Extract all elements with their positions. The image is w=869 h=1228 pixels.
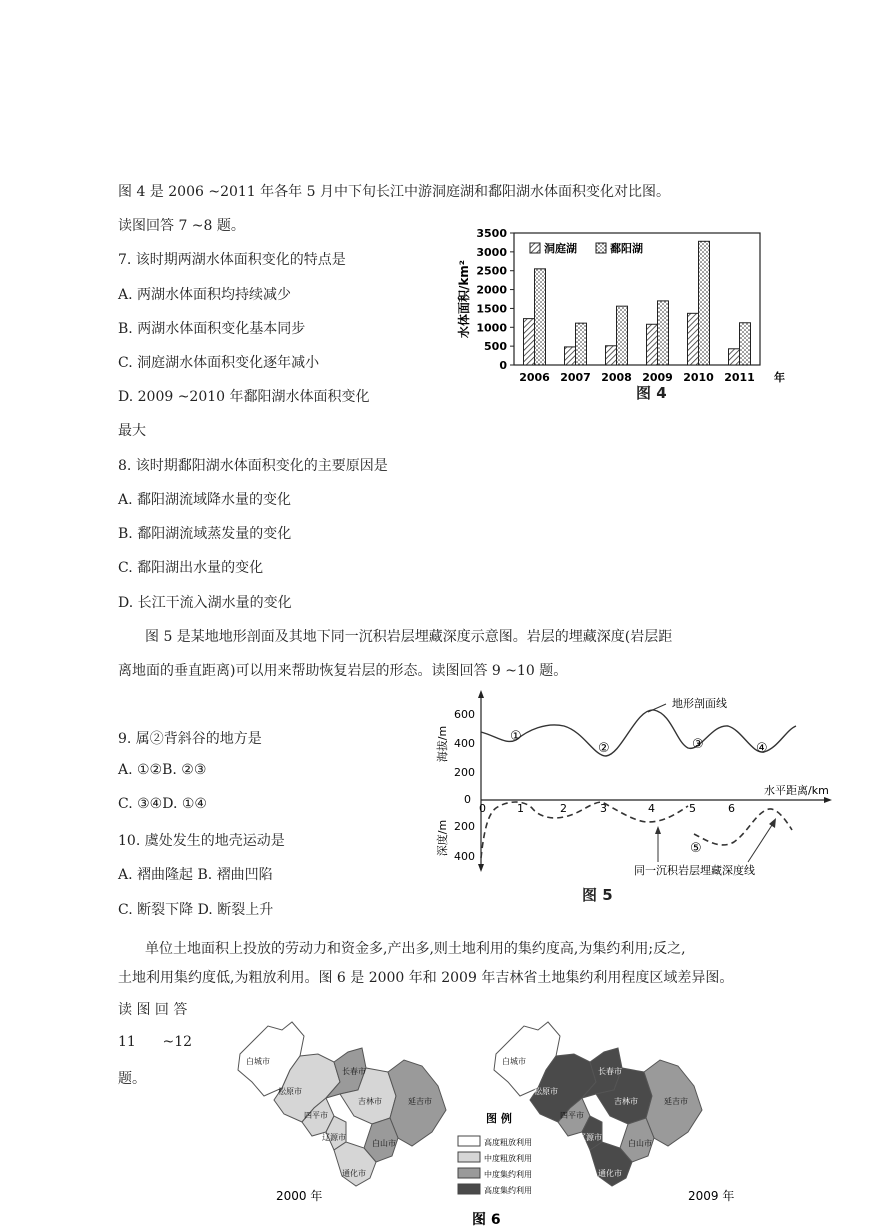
fig4-bar-poyang-2011 xyxy=(740,323,751,365)
fig4-bar-poyang-2008 xyxy=(617,306,628,365)
q7-option-c: C. 洞庭湖水体面积变化逐年减小 xyxy=(118,355,320,371)
q9-options-cd: C. ③④D. ①④ xyxy=(118,796,207,812)
fig5-depth-tick-400: 400 xyxy=(454,850,475,863)
q7-option-a: A. 两湖水体面积均持续减少 xyxy=(118,287,292,303)
city-label-baicheng-2009: 白城市 xyxy=(502,1057,526,1066)
q10-stem: 10. 虞处发生的地壳运动是 xyxy=(118,833,285,849)
fig6-intro-line4: 11 ~12 xyxy=(118,1034,193,1050)
fig6-caption: 图 6 xyxy=(472,1212,501,1228)
q7-option-d: D. 2009 ~2010 年鄱阳湖水体面积变化 xyxy=(118,389,370,405)
fig5-profile-diagram xyxy=(436,690,836,910)
fig4-bar-dongting-2011 xyxy=(729,349,740,365)
city-label-songyuan-2000: 松原市 xyxy=(278,1087,302,1096)
fig4-ytick-label: 3000 xyxy=(476,245,507,259)
fig4-bar-poyang-2007 xyxy=(576,323,587,365)
fig4-bar-dongting-2009 xyxy=(647,324,658,365)
fig4-ytick-label: 0 xyxy=(499,359,507,372)
fig4-legend-swatch-poyang xyxy=(596,243,606,253)
fig4-x-suffix: 年 xyxy=(774,371,785,384)
fig5-ytick-600: 600 xyxy=(454,708,475,721)
fig5-xtick-5: 5 xyxy=(689,802,696,815)
fig5-ylabel-elevation: 海拔/m xyxy=(436,725,449,763)
fig6-intro-line3: 读 图 回 答 xyxy=(118,1002,188,1018)
fig4-intro-line1: 图 4 是 2006 ~2011 年各年 5 月中下旬长江中游洞庭湖和鄱阳湖水体面积变化对比图。 xyxy=(118,184,670,200)
fig5-intro-line1: 图 5 是某地地形剖面及其地下同一沉积岩层埋藏深度示意图。岩层的埋藏深度(岩层距 xyxy=(145,629,673,645)
city-label-liaoyuan-2000: 辽源市 xyxy=(322,1133,346,1142)
city-label-songyuan-2009: 松原市 xyxy=(534,1087,558,1096)
city-label-yanji-2009: 延吉市 xyxy=(664,1097,688,1106)
fig5-xtick-4: 4 xyxy=(648,802,655,815)
fig5-marker-2: ② xyxy=(598,741,610,756)
fig5-marker-4: ④ xyxy=(756,741,768,756)
legend-label-4: 高度集约利用 xyxy=(484,1186,532,1195)
fig4-intro-line2: 读图回答 7 ~8 题。 xyxy=(118,218,245,234)
q8-stem: 8. 该时期鄱阳湖水体面积变化的主要原因是 xyxy=(118,458,388,474)
city-label-yanji-2000: 延吉市 xyxy=(408,1097,432,1106)
fig5-intro-line2: 离地面的垂直距离)可以用来帮助恢复岩层的形态。读图回答 9 ~10 题。 xyxy=(118,663,568,679)
fig5-xtick-0: 0 xyxy=(479,802,486,815)
city-label-tonghua-2000: 通化市 xyxy=(342,1169,366,1178)
city-label-siping-2000: 四平市 xyxy=(304,1111,328,1120)
q8-option-b: B. 鄱阳湖流域蒸发量的变化 xyxy=(118,526,292,542)
fig4-bar-poyang-2010 xyxy=(699,241,710,365)
fig4-xtick-2006: 2006 xyxy=(519,371,550,384)
q8-option-c: C. 鄱阳湖出水量的变化 xyxy=(118,560,264,576)
city-label-jilin-2009: 吉林市 xyxy=(614,1097,638,1106)
fig4-ytick-label: 3500 xyxy=(476,227,507,240)
fig5-profile-label: 地形剖面线 xyxy=(672,697,727,710)
fig4-bar-dongting-2008 xyxy=(606,346,617,365)
fig5-rock-layer-line-right xyxy=(694,809,792,845)
fig4-caption: 图 4 xyxy=(636,384,667,402)
fig4-legend-swatch-dongting xyxy=(530,243,540,253)
fig4-xtick-2010: 2010 xyxy=(683,371,714,384)
q8-option-a: A. 鄱阳湖流域降水量的变化 xyxy=(118,492,292,508)
fig4-ytick-label: 1500 xyxy=(476,302,507,316)
q9-options-ab: A. ①②B. ②③ xyxy=(118,762,207,778)
fig6-land-use-maps xyxy=(222,1012,762,1228)
legend-swatch-3 xyxy=(458,1168,480,1178)
fig4-xtick-2011: 2011 xyxy=(724,371,755,384)
city-label-baishan-2000: 白山市 xyxy=(372,1139,396,1148)
fig5-depth-tick-200: 200 xyxy=(454,820,475,833)
q10-options-ab: A. 褶曲隆起 B. 褶曲凹陷 xyxy=(118,867,273,883)
legend-label-1: 高度粗放利用 xyxy=(484,1138,532,1147)
fig5-layer-label: 同一沉积岩层埋藏深度线 xyxy=(634,864,755,877)
fig5-marker-1: ① xyxy=(510,729,522,744)
fig5-ylabel-depth: 深度/m xyxy=(436,819,449,857)
fig4-bar-poyang-2009 xyxy=(658,301,669,365)
city-label-changchun-2000: 长春市 xyxy=(342,1067,366,1076)
fig5-ytick-200: 200 xyxy=(454,766,475,779)
fig5-xlabel: 水平距离/km xyxy=(764,784,829,797)
fig4-bar-dongting-2006 xyxy=(524,319,535,365)
fig5-marker-3: ③ xyxy=(692,737,704,752)
fig5-ytick-0: 0 xyxy=(464,793,471,806)
fig4-bar-dongting-2007 xyxy=(565,347,576,365)
fig4-xtick-2007: 2007 xyxy=(560,371,591,384)
q7-option-d-cont: 最大 xyxy=(118,423,146,439)
fig6-legend-title: 图 例 xyxy=(486,1112,512,1125)
fig6-year-left: 2000 年 xyxy=(276,1189,323,1203)
q7-stem: 7. 该时期两湖水体面积变化的特点是 xyxy=(118,252,346,268)
city-label-baicheng-2000: 白城市 xyxy=(246,1057,270,1066)
fig5-xtick-6: 6 xyxy=(728,802,735,815)
fig4-xtick-2009: 2009 xyxy=(642,371,673,384)
city-label-siping-2009: 四平市 xyxy=(560,1111,584,1120)
city-label-changchun-2009: 长春市 xyxy=(598,1067,622,1076)
city-label-tonghua-2009: 通化市 xyxy=(598,1169,622,1178)
fig6-intro-line5: 题。 xyxy=(118,1071,146,1087)
fig5-xtick-1: 1 xyxy=(517,802,524,815)
fig4-ytick-label: 2500 xyxy=(476,264,507,278)
fig6-intro-line1: 单位土地面积上投放的劳动力和资金多,产出多,则土地利用的集约度高,为集约利用;反之, xyxy=(145,941,686,957)
q10-options-cd: C. 断裂下降 D. 断裂上升 xyxy=(118,902,274,918)
q7-option-b: B. 两湖水体面积变化基本同步 xyxy=(118,321,306,337)
fig4-ylabel: 水体面积/km² xyxy=(457,259,471,339)
fig4-xtick-2008: 2008 xyxy=(601,371,632,384)
fig5-xtick-2: 2 xyxy=(560,802,567,815)
fig6-legend xyxy=(458,1111,532,1195)
legend-label-2: 中度粗放利用 xyxy=(484,1154,532,1163)
fig5-ytick-400: 400 xyxy=(454,737,475,750)
fig4-ytick-label: 500 xyxy=(484,340,507,354)
city-label-jilin-2000: 吉林市 xyxy=(358,1097,382,1106)
fig5-terrain-line xyxy=(481,710,796,756)
fig6-intro-line2: 土地利用集约度低,为粗放利用。图 6 是 2000 年和 2009 年吉林省土地集约利用程度区域差异图。 xyxy=(118,970,734,986)
fig4-bar-poyang-2006 xyxy=(535,269,546,365)
fig4-ytick-label: 1000 xyxy=(476,321,507,335)
legend-swatch-4 xyxy=(458,1184,480,1194)
legend-swatch-1 xyxy=(458,1136,480,1146)
fig4-bar-dongting-2010 xyxy=(688,313,699,365)
fig4-legend-label-poyang: 鄱阳湖 xyxy=(610,242,643,255)
fig6-year-right: 2009 年 xyxy=(688,1189,735,1203)
q9-stem: 9. 属②背斜谷的地方是 xyxy=(118,731,262,747)
fig4-ytick-label: 2000 xyxy=(476,283,507,297)
city-label-liaoyuan-2009: 辽源市 xyxy=(578,1133,602,1142)
legend-swatch-2 xyxy=(458,1152,480,1162)
fig5-marker-5: ⑤ xyxy=(690,841,702,856)
fig4-bar-chart xyxy=(448,205,793,405)
fig5-caption: 图 5 xyxy=(582,886,613,904)
q8-option-d: D. 长江干流入湖水量的变化 xyxy=(118,595,292,611)
fig4-legend-label-dongting: 洞庭湖 xyxy=(544,242,577,255)
city-label-baishan-2009: 白山市 xyxy=(628,1139,652,1148)
fig5-xtick-3: 3 xyxy=(600,802,607,815)
legend-label-3: 中度集约利用 xyxy=(484,1170,532,1179)
